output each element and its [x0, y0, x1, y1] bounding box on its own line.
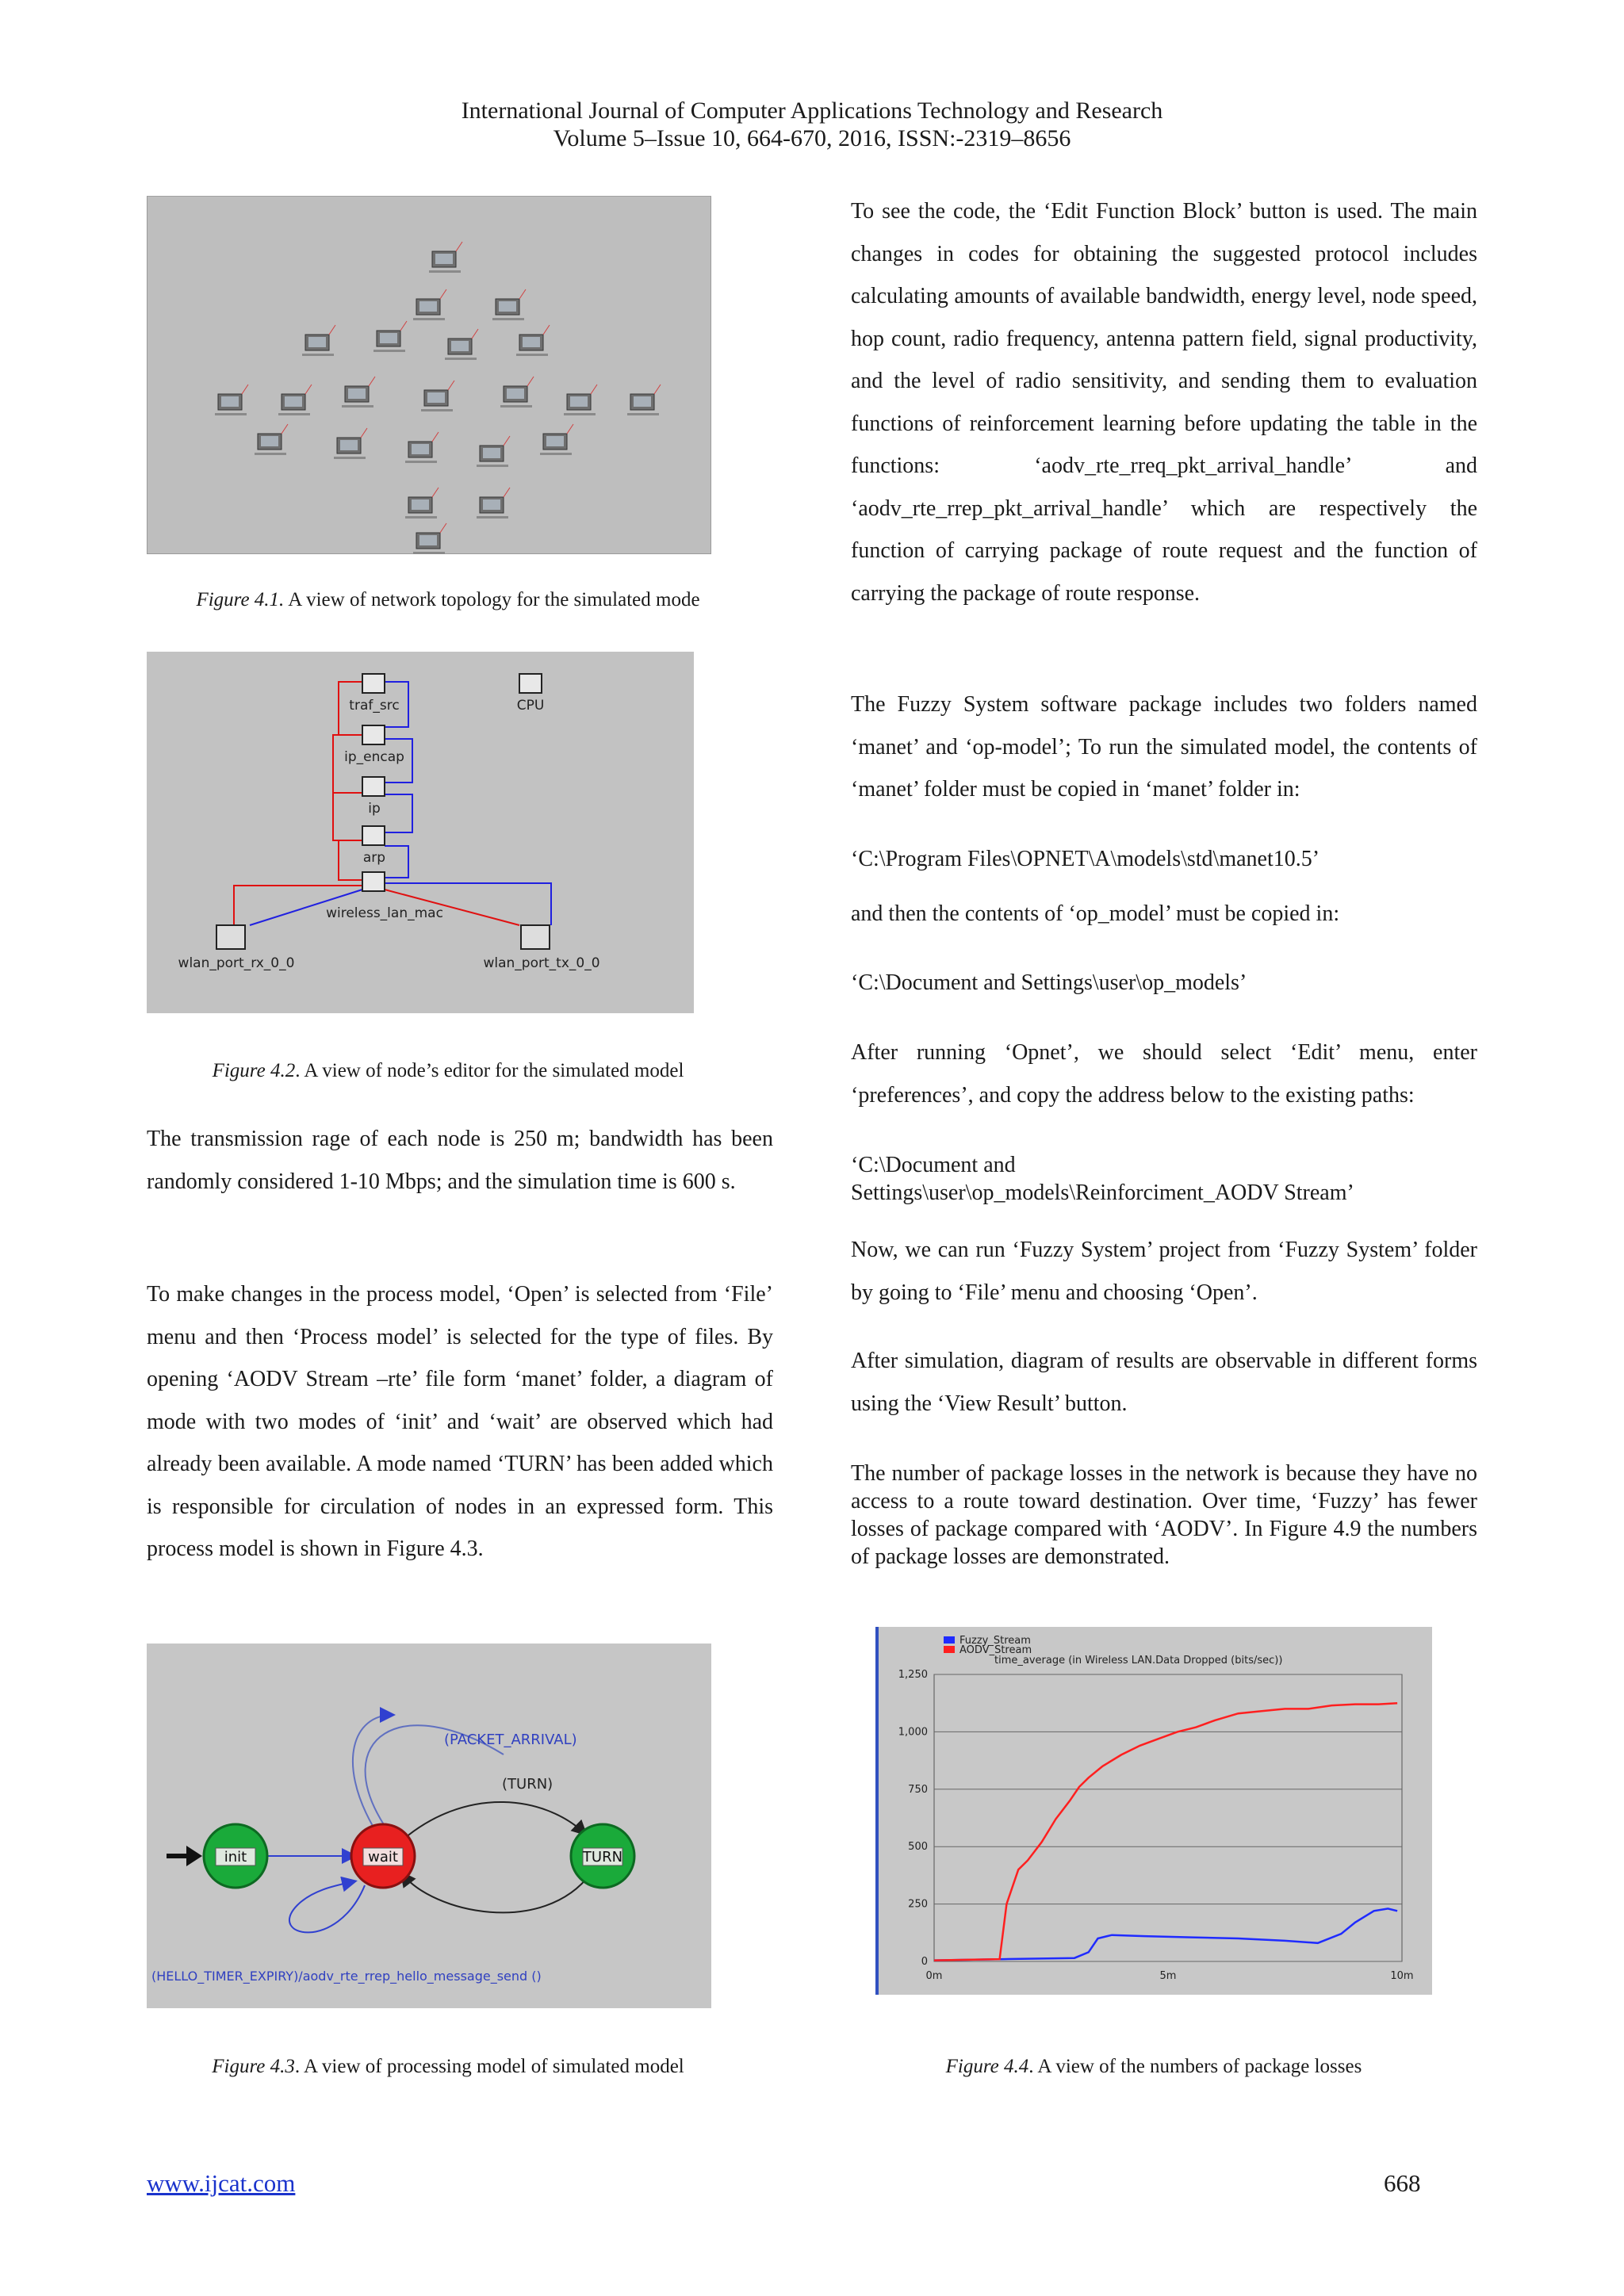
- right-paragraph-6: After simulation, diagram of results are observable in different forms using the ‘View Result’ button.: [851, 1349, 1477, 1416]
- figure-4-4-caption: [875, 2056, 1432, 2078]
- network-node-label-mark: [255, 453, 286, 455]
- network-node-screen: [483, 499, 500, 510]
- legend-swatch-fuzzy: [944, 1636, 955, 1644]
- network-node-screen: [483, 448, 500, 458]
- page-number: 668: [1384, 2169, 1421, 2197]
- figure-4-2-caption: [147, 1060, 749, 1082]
- network-node-screen: [285, 396, 302, 407]
- topology-svg: [147, 196, 711, 554]
- right-paragraph-7: The number of package losses in the network is because they have no access to a route toward destination. Over time, ‘Fuzzy’ has fewer losses of package compared with ‘AODV’. In Figure 4.9 the numbers of package losses are demonstrated.: [851, 1461, 1477, 1569]
- chart-y-tick-label: 1,000: [898, 1726, 928, 1739]
- figure-4-1-topology: [147, 196, 711, 554]
- network-node-label-mark: [278, 413, 310, 415]
- right-path-3: [851, 1151, 1477, 1207]
- network-node-label-mark: [334, 457, 366, 459]
- chart-y-tick-label: 250: [908, 1898, 928, 1911]
- network-node-label-mark: [492, 318, 524, 320]
- journal-volume: Volume 5–Issue 10, 664-670, 2016, ISSN:-2319–8656: [553, 125, 1071, 151]
- network-node-screen: [308, 337, 326, 347]
- chart-x-tick-label: 10m: [1390, 1970, 1414, 1982]
- network-node-label-mark: [564, 413, 596, 415]
- figure-4-3-caption: [147, 2056, 749, 2078]
- footer-url-link[interactable]: www.ijcat.com: [147, 2169, 296, 2197]
- chart-y-tick-label: 1,250: [898, 1669, 928, 1681]
- figure-4-1-label: Figure 4.1.: [196, 589, 285, 610]
- module-label-traf-src: traf_src: [349, 698, 400, 714]
- legend-aodv: AODV_Stream: [959, 1644, 1032, 1656]
- network-node-label-mark: [413, 552, 445, 554]
- journal-title: International Journal of Computer Applications Technology and Research: [461, 98, 1163, 124]
- figure-4-4-label: Figure 4.4: [945, 2056, 1029, 2077]
- network-node-label-mark: [373, 350, 405, 352]
- network-node-screen: [221, 396, 239, 407]
- legend-swatch-aodv: [944, 1646, 955, 1653]
- right-paragraph-3: and then the contents of ‘op_model’ must be copied in:: [851, 901, 1340, 926]
- network-node-label-mark: [421, 409, 453, 411]
- right-paragraph-2: The Fuzzy System software package includes two folders named ‘manet’ and ‘op-model’; To run the simulated model, the contents of ‘manet’ folder must be copied in ‘manet’ folder in:: [851, 692, 1477, 802]
- chart-y-tick-label: 750: [908, 1783, 928, 1796]
- chart-x-tick-label: 0m: [925, 1970, 943, 1982]
- network-node-screen: [348, 388, 366, 399]
- transition-hello-timer: (HELLO_TIMER_EXPIRY)/aodv_rte_rrep_hello_message_send (): [151, 1969, 542, 1984]
- network-node-screen: [340, 440, 358, 450]
- network-node-screen: [507, 388, 524, 399]
- network-node-screen: [435, 254, 453, 264]
- network-node-screen: [427, 392, 445, 403]
- network-node-label-mark: [627, 413, 659, 415]
- transition-packet-arrival: (PACKET_ARRIVAL): [444, 1732, 577, 1748]
- network-node-label-mark: [405, 461, 437, 463]
- network-node-label-mark: [445, 358, 477, 360]
- chart-x-tick-label: 5m: [1159, 1970, 1177, 1982]
- figure-4-3-text: . A view of processing model of simulated model: [294, 2056, 684, 2077]
- module-label-mac: wireless_lan_mac: [326, 905, 443, 921]
- network-node-screen: [634, 396, 651, 407]
- network-node-screen: [261, 436, 278, 446]
- chart-y-tick-label: 0: [921, 1956, 928, 1968]
- network-node-screen: [570, 396, 588, 407]
- figure-4-1-caption: [147, 589, 749, 611]
- chart-y-tick-label: 500: [908, 1841, 928, 1854]
- right-path-1: ‘C:\Program Files\OPNET\A\models\std\manet10.5’: [851, 847, 1320, 871]
- node-editor-svg: [147, 652, 694, 1013]
- right-paragraph-5: Now, we can run ‘Fuzzy System’ project from ‘Fuzzy System’ folder by going to ‘File’ menu and choosing ‘Open’.: [851, 1238, 1477, 1305]
- network-node-label-mark: [516, 354, 548, 356]
- chart-title: time_average (in Wireless LAN.Data Dropped (bits/sec)): [994, 1655, 1283, 1667]
- network-node-label-mark: [540, 453, 572, 455]
- network-node-screen: [419, 535, 437, 545]
- network-node-label-mark: [477, 465, 508, 467]
- process-model-svg: [147, 1644, 711, 2008]
- network-node-screen: [523, 337, 540, 347]
- module-label-ip: ip: [368, 801, 381, 817]
- left-paragraph-2: To make changes in the process model, ‘Open’ is selected from ‘File’ menu and then ‘Process model’ is selected for the type of files. By opening ‘AODV Stream –rte’ file form ‘manet’ folder, a diagram of mode with two modes of ‘init’ and ‘wait’ are observed which had already been available. A mode named ‘TURN’ has been added which is responsible for circulation of nodes in an expressed form. This process model is shown in Figure 4.3.: [147, 1282, 773, 1561]
- network-node-screen: [451, 341, 469, 351]
- network-node-screen: [412, 444, 429, 454]
- network-node-label-mark: [302, 354, 334, 356]
- legend-fuzzy: Fuzzy_Stream: [959, 1635, 1031, 1647]
- network-node-screen: [380, 333, 397, 343]
- right-paragraph-4: After running ‘Opnet’, we should select ‘Edit’ menu, enter ‘preferences’, and copy the address below to the existing paths:: [851, 1040, 1477, 1108]
- module-label-cpu: CPU: [516, 698, 545, 714]
- figure-4-4-text: . A view of the numbers of package losses: [1028, 2056, 1362, 2077]
- network-node-screen: [419, 301, 437, 312]
- figure-4-2-label: Figure 4.2: [212, 1060, 296, 1081]
- network-node-label-mark: [342, 405, 373, 408]
- network-node-label-mark: [500, 405, 532, 408]
- module-label-tx: wlan_port_tx_0_0: [483, 955, 600, 971]
- figure-4-3-process-model: [147, 1644, 711, 2008]
- state-init-label: init: [224, 1849, 247, 1866]
- module-label-rx: wlan_port_rx_0_0: [178, 955, 295, 971]
- right-paragraph-1: To see the code, the ‘Edit Function Block’ button is used. The main changes in codes for obtaining the suggested protocol includes calculating amounts of available bandwidth, energy level, node speed, hop count, radio frequency, antenna pattern field, signal productivity, and the level of radio sensitivity, and sending them to evaluation functions of reinforcement learning before updating the table in the functions: ‘aodv_rte_rreq_pkt_arrival_handle’ and ‘aodv_rte_rrep_pkt_arrival_handle’ which are respectively the function of carrying package of route request and the function of carrying the package of route response.: [851, 199, 1477, 606]
- journal-header: [0, 97, 1624, 152]
- network-node-label-mark: [429, 270, 461, 273]
- module-label-ip-encap: ip_encap: [344, 749, 404, 765]
- network-node-screen: [412, 499, 429, 510]
- transition-turn: (TURN): [502, 1776, 553, 1793]
- chart-svg: [875, 1627, 1432, 1995]
- figure-4-1-text: A view of network topology for the simulated mode: [288, 589, 700, 610]
- network-node-screen: [499, 301, 516, 312]
- right-path-3-line-2: Settings\user\op_models\Reinforciment_AODV Stream’: [851, 1181, 1354, 1205]
- right-path-2: ‘C:\Document and Settings\user\op_models’: [851, 970, 1247, 995]
- state-wait-label: wait: [368, 1849, 398, 1866]
- figure-4-2-text: . A view of node’s editor for the simulated model: [295, 1060, 684, 1081]
- network-node-label-mark: [405, 516, 437, 519]
- figure-4-2-node-editor: [147, 652, 694, 1013]
- network-node-label-mark: [215, 413, 247, 415]
- network-node-label-mark: [477, 516, 508, 519]
- module-label-arp: arp: [362, 850, 386, 866]
- figure-4-4-chart: [875, 1627, 1432, 1995]
- figure-4-3-label: Figure 4.3: [212, 2056, 295, 2077]
- right-path-3-line-1: ‘C:\Document and: [851, 1153, 1016, 1177]
- network-node-label-mark: [413, 318, 445, 320]
- network-node-screen: [546, 436, 564, 446]
- state-turn-label: TURN: [582, 1849, 623, 1866]
- left-paragraph-1: The transmission rage of each node is 250 m; bandwidth has been randomly considered 1-10 Mbps; and the simulation time is 600 s.: [147, 1127, 773, 1194]
